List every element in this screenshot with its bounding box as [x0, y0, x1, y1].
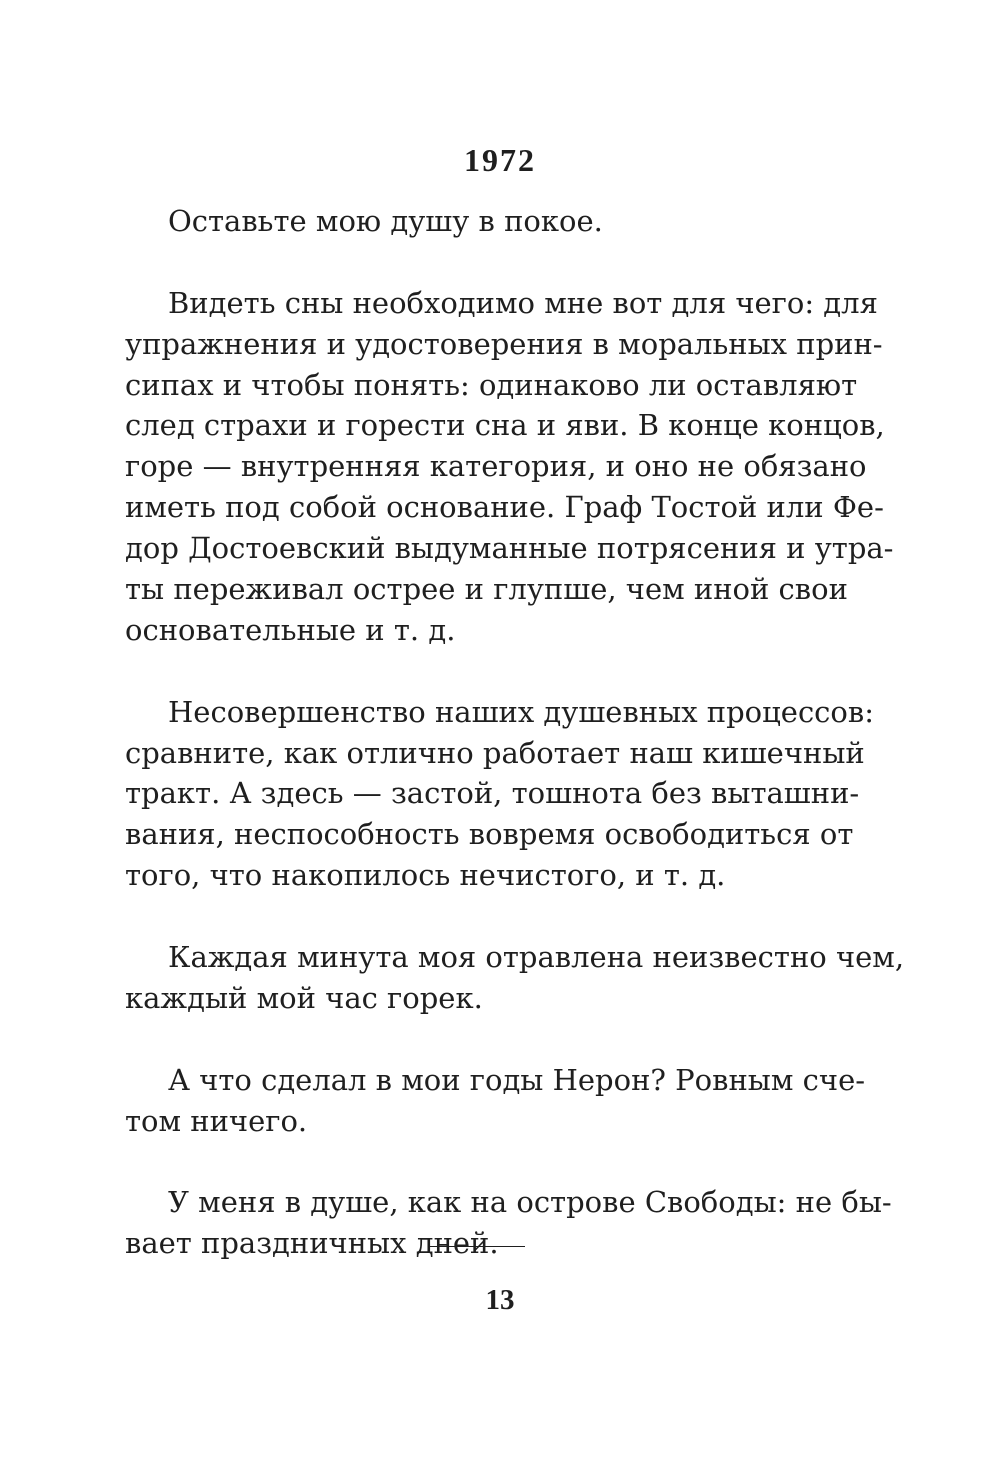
paragraph [125, 283, 894, 651]
text-line: Оставьте мою душу в покое. [168, 204, 603, 238]
paragraph [125, 937, 905, 1019]
text-line: ты переживал острее и глупше, чем иной свои [125, 572, 848, 607]
paragraph [125, 201, 828, 242]
text-line: основательные и т. д. [125, 612, 456, 647]
text-line: иметь под собой основание. Граф Тостой или Фе- [125, 490, 884, 525]
text-line: горе — внутренняя категория, и оно не обязано [125, 449, 867, 484]
text-line: том ничего. [125, 1103, 308, 1138]
paragraph [125, 692, 874, 896]
page-number: 13 [485, 1284, 515, 1316]
footer-rule [428, 1246, 525, 1247]
text-line: Несовершенство наших душевных процессов: [168, 694, 874, 729]
text-line: Каждая минута моя отравлена неизвестно чем, [168, 940, 905, 975]
text-line: тракт. А здесь — застой, тошнота без выташни- [125, 776, 860, 811]
text-line: упражнения и удостоверения в моральных прин- [125, 326, 883, 361]
text-line: А что сделал в мои годы Нерон? Ровным сче- [168, 1062, 866, 1097]
text-line: каждый мой час горек. [125, 980, 483, 1015]
text-line: того, что накопилось нечистого, и т. д. [125, 858, 726, 893]
text-line: вает праздничных дней. [125, 1226, 499, 1261]
text-line: след страхи и горести сна и яви. В конце концов, [125, 408, 885, 443]
text-line: дор Достоевский выдуманные потрясения и утра- [125, 531, 894, 566]
text-line: Видеть сны необходимо мне вот для чего: для [168, 285, 878, 320]
text-line: У меня в душе, как на острове Свободы: не бы- [168, 1185, 892, 1220]
paragraph [125, 1182, 892, 1264]
text-line: вания, неспособность вовремя освободиться от [125, 817, 854, 852]
section-year-heading: 1972 [464, 142, 536, 178]
text-line: сравните, как отлично работает наш кишечный [125, 735, 865, 770]
paragraph [125, 1060, 866, 1142]
text-line: сипах и чтобы понять: одинаково ли оставляют [125, 367, 858, 402]
body-text [125, 201, 905, 1305]
